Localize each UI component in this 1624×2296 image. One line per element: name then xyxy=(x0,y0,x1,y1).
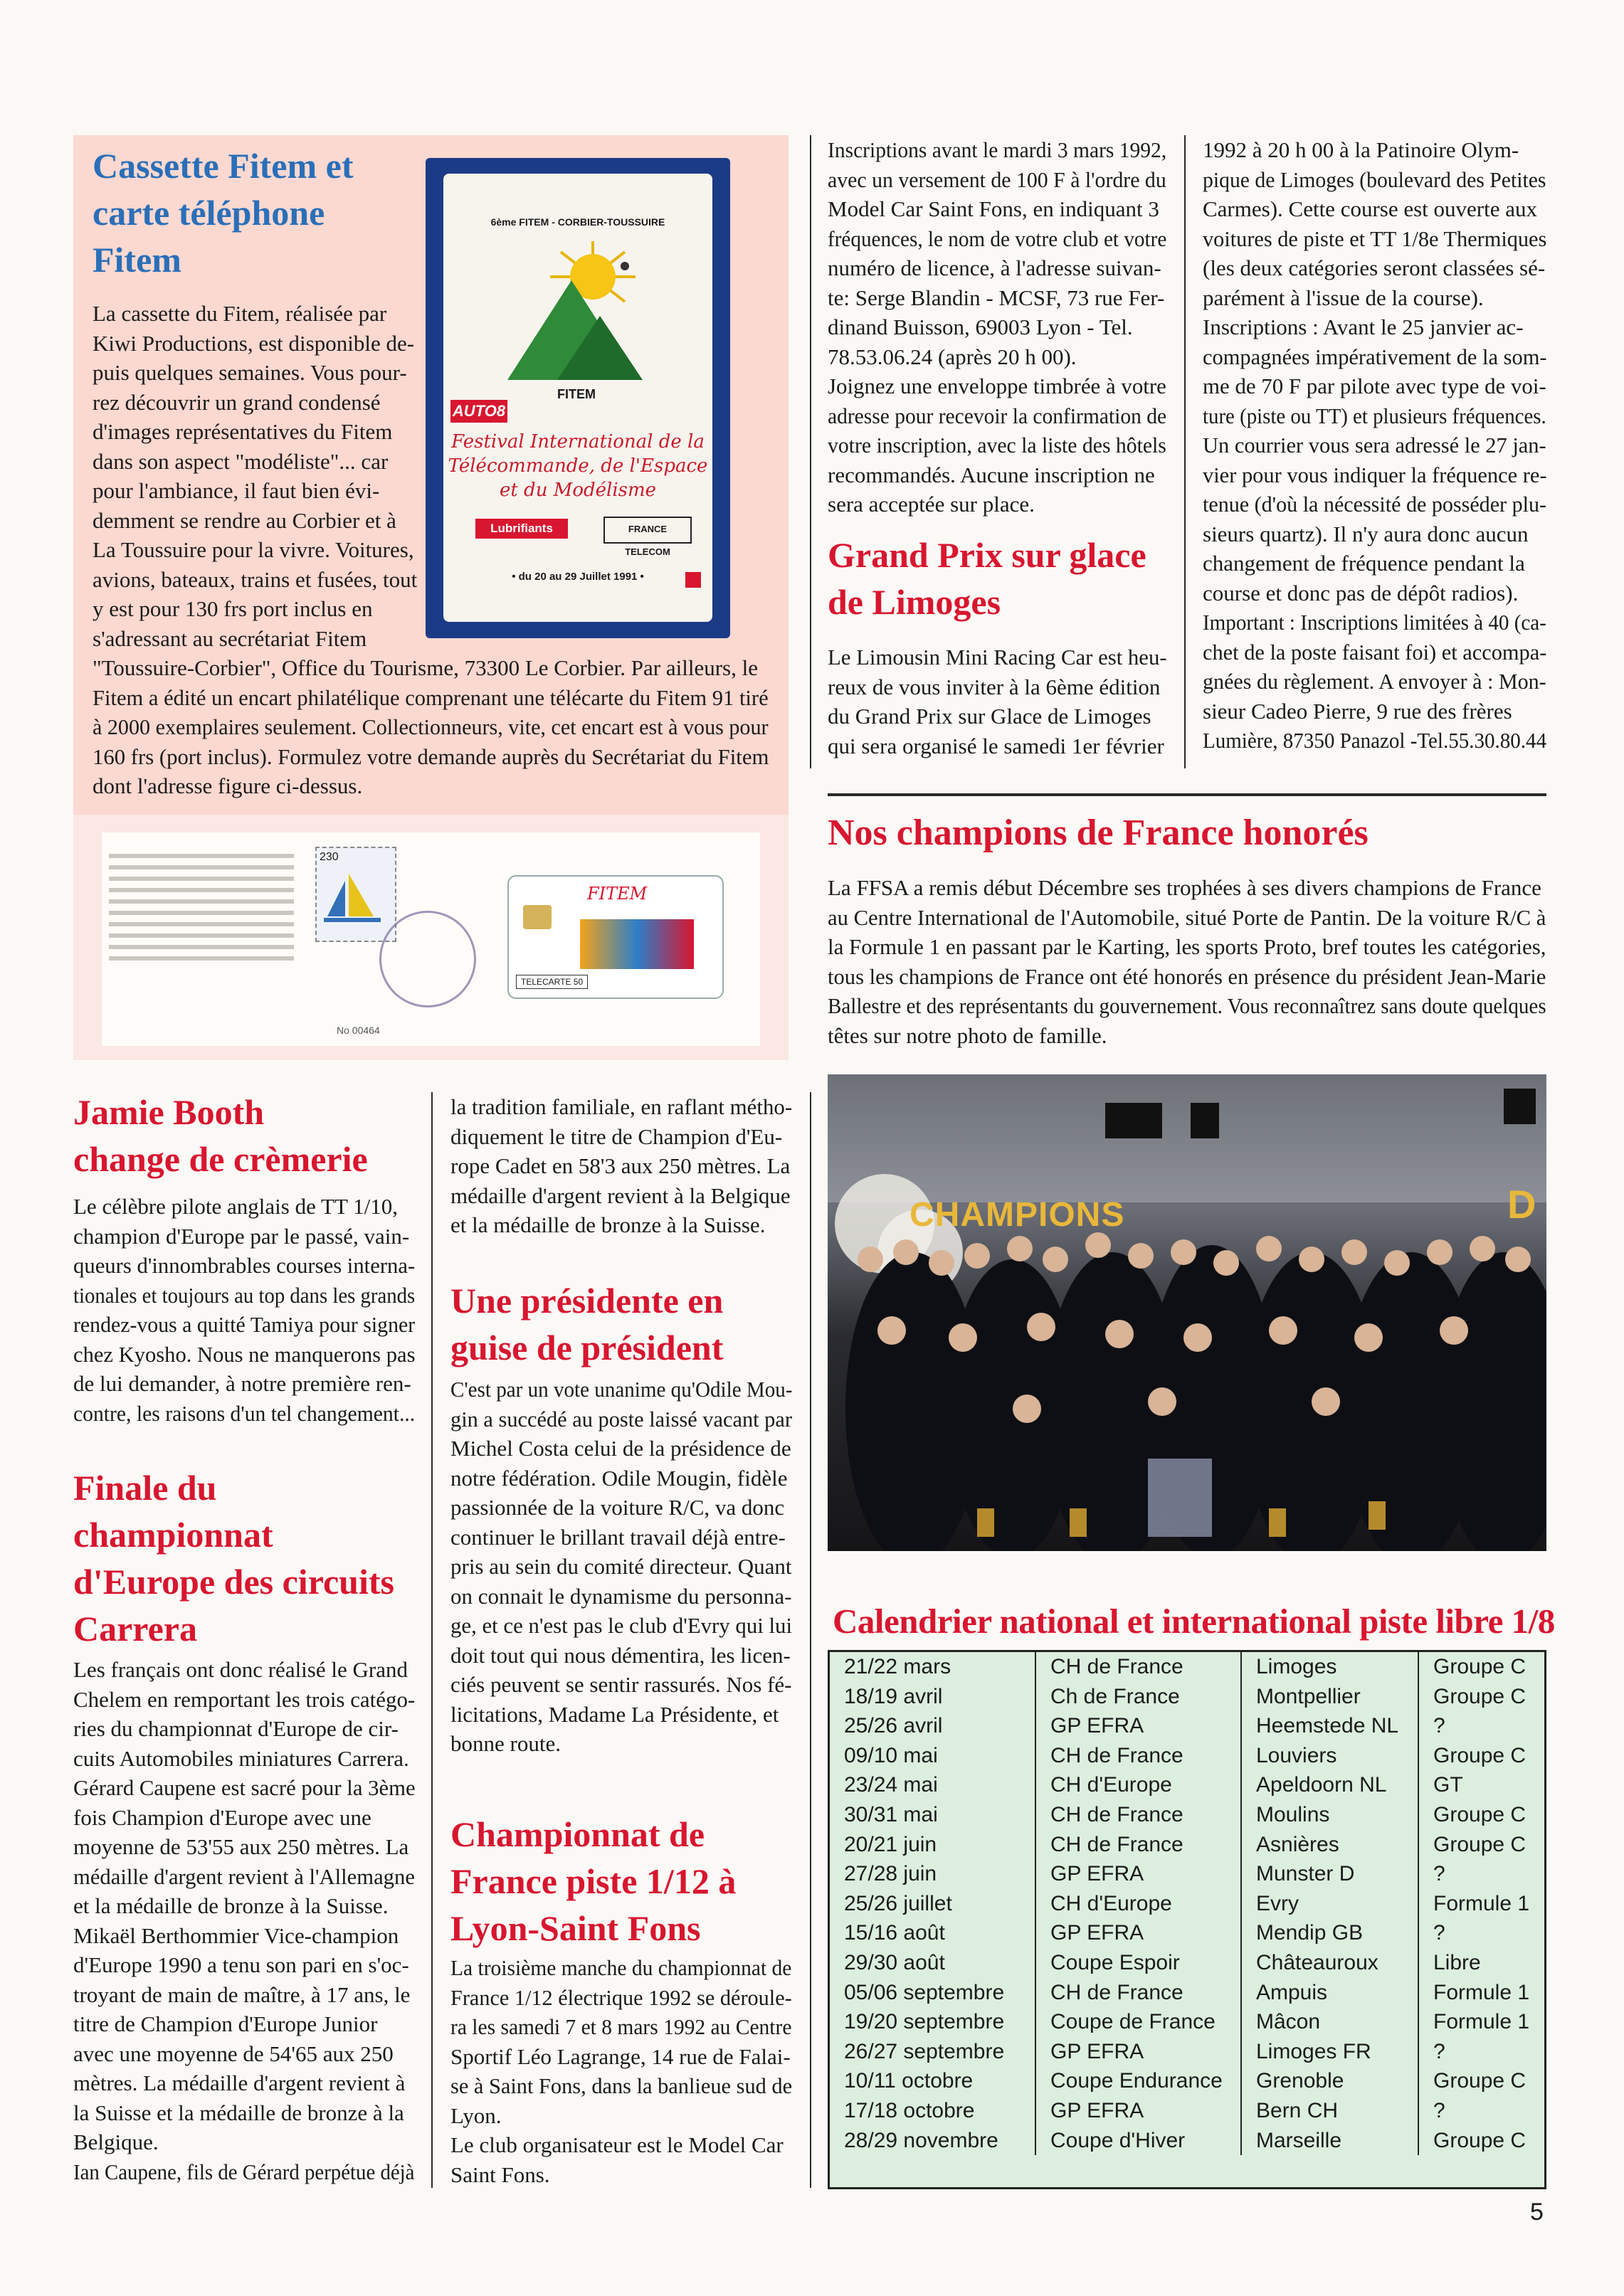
venue-cell: Marseille xyxy=(1241,2126,1418,2156)
text-line: notre fédération. Odile Mougin, fidèle xyxy=(450,1465,788,1491)
text-line: tionales et toujours au top dans les grands xyxy=(73,1282,415,1308)
text-line: Inscriptions : Avant le 25 janvier ac- xyxy=(1203,314,1524,339)
mountain-logo xyxy=(493,238,664,387)
text-line: champion d'Europe par le passé, vain- xyxy=(73,1223,410,1249)
calendar-row xyxy=(830,1652,1544,1682)
venue-cell: Munster D xyxy=(1241,1859,1418,1889)
france-telecom-logo: FRANCE TELECOM xyxy=(603,517,692,544)
calendar-row xyxy=(830,2007,1544,2037)
event-cell: CH de France xyxy=(1035,1652,1241,1682)
text-line: voitures de piste et TT 1/8e Thermiques xyxy=(1203,226,1547,251)
text-line: rope Cadet en 58'3 aux 250 mètres. La xyxy=(450,1153,791,1178)
text-line: queurs d'innombrables courses interna- xyxy=(73,1253,416,1278)
date-cell: 29/30 août xyxy=(844,1950,945,1974)
text-line: La troisième manche du championnat de xyxy=(450,1955,792,1980)
text-line: Belgique. xyxy=(73,2130,159,2154)
text-line: recommandés. Aucune inscription ne xyxy=(828,462,1155,487)
calendar-row xyxy=(830,1830,1544,1860)
text-line: dinand Buisson, 69003 Lyon - Tel. xyxy=(828,314,1133,339)
text-line: au Centre International de l'Automobile, situé Porte de Pantin. De la voiture R/C à xyxy=(828,904,1546,930)
text-line: fréquences, le nom de votre club et votre xyxy=(828,226,1167,251)
event-cell: Coupe d'Hiver xyxy=(1035,2126,1241,2156)
text-line: contre, les raisons d'un tel changement... xyxy=(73,1400,415,1426)
text-line: puis quelques semaines. Vous pour- xyxy=(93,360,407,385)
date-cell: 28/29 novembre xyxy=(844,2128,998,2152)
text-line: diquement le titre de Champion d'Eu- xyxy=(450,1123,783,1149)
text-line: ciés peuvent se sentir rassurés. Nos fé- xyxy=(450,1672,792,1697)
text-line: Un courrier vous sera adressé le 27 jan- xyxy=(1203,433,1546,457)
text-line: compagnées impérativement de la som- xyxy=(1203,344,1547,369)
class-cell: Formule 1 xyxy=(1418,1978,1544,2008)
event-cell: CH de France xyxy=(1035,1800,1241,1830)
event-cell: CH d'Europe xyxy=(1035,1770,1241,1800)
lyon-paragraph xyxy=(450,1953,792,2189)
text-line: pris au sein du comité directeur. Quant xyxy=(450,1554,792,1579)
card-small-text xyxy=(109,847,294,968)
venue-cell: Evry xyxy=(1241,1889,1418,1919)
date-cell: 21/22 mars xyxy=(844,1655,951,1678)
champions-group-photo xyxy=(828,1074,1546,1551)
date-cell: 23/24 mai xyxy=(844,1773,938,1797)
event-cell: GP EFRA xyxy=(1035,2096,1241,2126)
text-line: doit tout qui nous démentira, les licen- xyxy=(450,1642,791,1668)
cassette-dates: • du 20 au 29 Juillet 1991 • xyxy=(512,571,644,583)
text-line: y est pour 130 frs port inclus en xyxy=(93,596,373,621)
text-line: 1992 à 20 h 00 à la Patinoire Olym- xyxy=(1203,137,1519,162)
class-cell: ? xyxy=(1418,1711,1544,1741)
text-line: Chelem en remportant les trois catégo- xyxy=(73,1686,416,1712)
event-cell: CH de France xyxy=(1035,1978,1241,2008)
text-line: vier pour vous indiquer la fréquence re- xyxy=(1203,462,1547,487)
column-rule xyxy=(431,1092,433,2188)
philatelic-card-photo xyxy=(73,815,789,1060)
date-cell: 05/06 septembre xyxy=(844,1980,1005,2004)
text-line: chet de la poste faisant foi) et accompa- xyxy=(1203,639,1547,665)
card-artwork xyxy=(580,919,694,969)
venue-cell: Bern CH xyxy=(1241,2096,1418,2126)
sailboat-icon xyxy=(317,867,388,931)
card-serial: No 00464 xyxy=(337,1025,380,1036)
text-line: la Formule 1 en passant par le Karting, les sports Proto, bref toutes les catégories, xyxy=(828,934,1546,959)
cassette-paragraph xyxy=(93,299,445,653)
text-line: France 1/12 électrique 1992 se déroule- xyxy=(450,1984,792,2010)
text-line: troyant de main de maître, à 17 ans, le xyxy=(73,1982,411,2007)
text-line: têtes sur notre photo de famille. xyxy=(828,1022,1107,1048)
postage-stamp: 230 xyxy=(315,847,396,942)
class-cell: ? xyxy=(1418,2037,1544,2067)
text-line: dans son aspect "modéliste"... car xyxy=(93,448,389,474)
text-line: 160 frs (port inclus). Formulez votre demande auprès du Secrétariat du Fitem xyxy=(93,744,769,769)
calendar-title: Calendrier national et international piste libre 1/8 xyxy=(833,1602,1555,1641)
text-line: pique de Limoges (boulevard des Petites xyxy=(1203,166,1546,192)
text-line: rez découvrir un grand condensé xyxy=(93,389,381,415)
date-cell: 10/11 octobre xyxy=(844,2069,974,2093)
date-cell: 18/19 avril xyxy=(844,1684,943,1708)
calendar-row xyxy=(830,1682,1544,1712)
calendar-row xyxy=(830,1770,1544,1800)
calendar-row xyxy=(830,1859,1544,1889)
text-line: tous les champions de France ont été honorés en présence du président Jean-Marie xyxy=(828,963,1546,989)
event-cell: GP EFRA xyxy=(1035,1859,1241,1889)
calendar-row xyxy=(830,2096,1544,2126)
event-cell: GP EFRA xyxy=(1035,2037,1241,2067)
event-cell: CH d'Europe xyxy=(1035,1889,1241,1919)
calendar-table-box xyxy=(828,1650,1546,2189)
text-line: bonne route. xyxy=(450,1731,561,1756)
date-cell: 30/31 mai xyxy=(844,1802,938,1826)
text-line: Michel Costa celui de la présidence de xyxy=(450,1436,791,1461)
event-cell: CH de France xyxy=(1035,1741,1241,1771)
calendar-row xyxy=(830,1918,1544,1948)
text-line: fois Champion d'Europe avec une xyxy=(73,1804,371,1830)
carrera-continued-paragraph xyxy=(450,1092,792,1240)
text-line: d'Europe 1990 a tenu son pari en s'oc- xyxy=(73,1952,409,1977)
cassette-photo xyxy=(426,158,730,638)
text-line: Ballestre et des représentants du gouvernement. Vous reconnaîtrez sans doute quelques xyxy=(828,993,1546,1018)
text-line: Les français ont donc réalisé le Grand xyxy=(73,1657,408,1682)
finale-title: Finale du championnat d'Europe des circuits Carrera xyxy=(73,1468,394,1649)
text-line: du Grand Prix sur Glace de Limoges xyxy=(828,704,1151,729)
grand-prix-paragraph xyxy=(828,642,1166,761)
event-cell: CH de France xyxy=(1035,1830,1241,1860)
text-line: gnées du règlement. A envoyer à : Mon- xyxy=(1203,669,1546,694)
text-line: Le club organisateur est le Model Car xyxy=(450,2132,784,2157)
champions-paragraph xyxy=(828,873,1546,1050)
text-line: licitations, Madame La Présidente, et xyxy=(450,1701,779,1727)
telecarte: FITEM TELECARTE 50 xyxy=(507,875,724,999)
champions-title: Nos champions de France honorés xyxy=(828,813,1369,853)
text-line: te: Serge Blandin - MCSF, 73 rue Fer- xyxy=(828,285,1165,310)
class-cell: Groupe C xyxy=(1418,1682,1544,1712)
page-number: 5 xyxy=(1530,2199,1544,2226)
column-rule xyxy=(1184,135,1186,768)
auto8-logo: AUTO8 xyxy=(450,400,507,423)
calendar-row xyxy=(830,1711,1544,1741)
venue-cell: Ampuis xyxy=(1241,1978,1418,2008)
date-cell: 15/16 août xyxy=(844,1921,945,1945)
inscriptions-paragraph xyxy=(828,135,1166,519)
class-cell: Groupe C xyxy=(1418,2126,1544,2156)
class-cell: Groupe C xyxy=(1418,1741,1544,1771)
text-line: chez Kyosho. Nous ne manquerons pas xyxy=(73,1341,416,1367)
text-line: avec une moyenne de 54'65 aux 250 xyxy=(73,2041,394,2066)
text-line: moyenne de 53'55 aux 250 mètres. La xyxy=(73,1834,409,1859)
finale-paragraph xyxy=(73,1655,415,2186)
text-line: cuits Automobiles miniatures Carrera. xyxy=(73,1745,409,1771)
text-line: médaille d'argent revient à la Belgique xyxy=(450,1183,791,1208)
class-cell: ? xyxy=(1418,2096,1544,2126)
venue-cell: Moulins xyxy=(1241,1800,1418,1830)
text-line: rendez-vous a quitté Tamiya pour signer xyxy=(73,1312,416,1337)
column-rule xyxy=(810,135,811,768)
text-line: à 2000 exemplaires seulement. Collectionneurs, vite, cet encart est à vous pour xyxy=(93,714,769,739)
date-cell: 09/10 mai xyxy=(844,1743,938,1767)
text-line: sieurs quartz). Il n'y aura donc aucun xyxy=(1203,521,1529,546)
text-line: Carmes). Cette course est ouverte aux xyxy=(1203,196,1537,221)
text-line: La FFSA a remis début Décembre ses trophées à ses divers champions de France xyxy=(828,875,1541,900)
text-line: "Toussuire-Corbier", Office du Tourisme, 73300 Le Corbier. Par ailleurs, le xyxy=(93,655,758,680)
text-line: Ian Caupene, fils de Gérard perpétue déjà xyxy=(73,2159,415,2184)
venue-cell: Grenoble xyxy=(1241,2066,1418,2096)
text-line: Joignez une enveloppe timbrée à votre xyxy=(828,374,1166,398)
text-line: avions, bateaux, trains et fusées, tout xyxy=(93,566,418,592)
venue-cell: Montpellier xyxy=(1241,1682,1418,1712)
date-cell: 19/20 septembre xyxy=(844,2010,1005,2034)
calendar-row xyxy=(830,1978,1544,2008)
venue-cell: Châteauroux xyxy=(1241,1948,1418,1978)
text-line: mètres. La médaille d'argent revient à xyxy=(73,2070,406,2095)
presidente-title: Une présidente en guise de président xyxy=(450,1281,724,1367)
lubrifiants-logo: Lubrifiants xyxy=(475,519,568,539)
text-line: et la médaille de bronze à la Suisse. xyxy=(73,1893,389,1918)
calendar-row xyxy=(830,1948,1544,1978)
text-line: ge, et ce n'est pas le club d'Evry qui lui xyxy=(450,1613,793,1638)
venue-cell: Mendip GB xyxy=(1241,1918,1418,1948)
text-line: numéro de licence, à l'adresse suivan- xyxy=(828,255,1161,280)
text-line: Mikaël Berthommier Vice-champion xyxy=(73,1922,399,1948)
class-cell: ? xyxy=(1418,1918,1544,1948)
text-line: sieur Cadeo Pierre, 9 rue des frères xyxy=(1203,698,1512,724)
text-line: me de 70 F par pilote avec type de voi- xyxy=(1203,374,1546,398)
calendar-table xyxy=(830,1652,1544,2155)
class-cell: Groupe C xyxy=(1418,2066,1544,2096)
date-cell: 27/28 juin xyxy=(844,1862,937,1886)
text-line: la Suisse et la médaille de bronze à la xyxy=(73,2100,404,2125)
text-line: C'est par un vote unanime qu'Odile Mou- xyxy=(450,1377,793,1402)
cassette-top-text: 6ème FITEM - CORBIER-TOUSSUIRE xyxy=(490,216,665,228)
text-line: ture (piste ou TT) et plusieurs fréquences. xyxy=(1203,403,1546,428)
text-line: reux de vous inviter à la 6ème édition xyxy=(828,674,1161,699)
class-cell: Formule 1 xyxy=(1418,2007,1544,2037)
venue-cell: Limoges xyxy=(1241,1652,1418,1682)
venue-cell: Heemstede NL xyxy=(1241,1711,1418,1741)
text-line: adresse pour recevoir la confirmation de xyxy=(828,403,1166,428)
text-line: Model Car Saint Fons, en indiquant 3 xyxy=(828,196,1159,221)
calendar-row xyxy=(830,1889,1544,1919)
calendar-row xyxy=(830,2037,1544,2067)
postmark-stamp xyxy=(379,911,476,1007)
text-line: avec un versement de 100 F à l'ordre du xyxy=(828,166,1166,192)
calendar-row xyxy=(830,1741,1544,1771)
venue-cell: Louviers xyxy=(1241,1741,1418,1771)
venue-cell: Asnières xyxy=(1241,1830,1418,1860)
text-line: s'adressant au secrétariat Fitem xyxy=(93,625,367,651)
text-line: demment se rendre au Corbier et à xyxy=(93,507,396,533)
chip-icon xyxy=(523,905,552,929)
festival-script: Festival International de la Télécommande, de l'Espace et du Modélisme xyxy=(448,431,708,501)
text-line: Lumière, 87350 Panazol -Tel.55.30.80.44 xyxy=(1203,728,1546,753)
class-cell: ? xyxy=(1418,1859,1544,1889)
event-cell: GP EFRA xyxy=(1035,1918,1241,1948)
lyon-title: Championnat de France piste 1/12 à Lyon-Saint Fons xyxy=(450,1814,737,1948)
calendar-row xyxy=(830,1800,1544,1830)
date-cell: 26/27 septembre xyxy=(844,2039,1005,2063)
photo-scene xyxy=(828,1074,1546,1551)
section-divider xyxy=(828,793,1546,796)
text-line: Le Limousin Mini Racing Car est heu- xyxy=(828,645,1167,670)
text-line: dont l'adresse figure ci-dessus. xyxy=(93,773,363,798)
grand-prix-title: Grand Prix sur glace de Limoges xyxy=(828,535,1146,622)
text-line: Inscriptions avant le mardi 3 mars 1992, xyxy=(828,137,1166,162)
text-line: Important : Inscriptions limitées à 40 (ca- xyxy=(1203,610,1546,635)
venue-cell: Apeldoorn NL xyxy=(1241,1770,1418,1800)
presidente-paragraph xyxy=(450,1375,792,1759)
text-line: Fitem a édité un encart philatélique comprenant une télécarte du Fitem 91 tiré xyxy=(93,684,769,710)
photo-banner-d: D xyxy=(1507,1182,1536,1227)
text-line: ries du championnat d'Europe de cir- xyxy=(73,1716,399,1741)
text-line: on connait le dynamisme du personna- xyxy=(450,1583,792,1609)
cassette-paragraph-wide xyxy=(93,653,769,801)
text-line: Kiwi Productions, est disponible de- xyxy=(93,330,415,356)
calendar-row xyxy=(830,2066,1544,2096)
text-line: passionnée de la voiture R/C, va donc xyxy=(450,1495,785,1520)
text-line: ra les samedi 7 et 8 mars 1992 au Centre xyxy=(450,2014,792,2039)
text-line: d'images représentatives du Fitem xyxy=(93,419,393,444)
text-line: (les deux catégories seront classées sé- xyxy=(1203,255,1546,280)
photo-banner: CHAMPIONS xyxy=(909,1196,1125,1234)
jamie-paragraph xyxy=(73,1192,415,1428)
grand-prix-paragraph-cont xyxy=(1203,135,1546,756)
text-line: La cassette du Fitem, réalisée par xyxy=(93,301,387,326)
text-line: qui sera organisé le samedi 1er février xyxy=(828,733,1164,758)
text-line: Gérard Caupene est sacré pour la 3ème xyxy=(73,1775,416,1800)
class-cell: GT xyxy=(1418,1770,1544,1800)
event-cell: GP EFRA xyxy=(1035,1711,1241,1741)
venue-cell: Limoges FR xyxy=(1241,2037,1418,2067)
text-line: Saint Fons. xyxy=(450,2162,550,2187)
cassette-brand: FITEM xyxy=(557,387,596,401)
column-rule xyxy=(810,1092,811,2188)
text-line: se à Saint Fons, dans la banlieue sud de xyxy=(450,2073,793,2098)
event-cell: Coupe de France xyxy=(1035,2007,1241,2037)
class-cell: Formule 1 xyxy=(1418,1889,1544,1919)
text-line: changement de fréquence pendant la xyxy=(1203,551,1525,576)
class-cell: Groupe C xyxy=(1418,1652,1544,1682)
text-line: Sportif Léo Lagrange, 14 rue de Falai- xyxy=(450,2043,791,2069)
text-line: sera acceptée sur place. xyxy=(828,492,1035,517)
text-line: de lui demander, à notre première ren- xyxy=(73,1371,411,1396)
text-line: et la médaille de bronze à la Suisse. xyxy=(450,1212,766,1237)
event-cell: Coupe Endurance xyxy=(1035,2066,1241,2096)
class-cell: Libre xyxy=(1418,1948,1544,1978)
text-line: tenue (d'où la nécessité de posséder plu- xyxy=(1203,492,1547,517)
date-cell: 25/26 juillet xyxy=(844,1891,952,1915)
class-cell: Groupe C xyxy=(1418,1800,1544,1830)
event-cell: Coupe Espoir xyxy=(1035,1948,1241,1978)
text-line: pour l'ambiance, il faut bien évi- xyxy=(93,478,380,503)
text-line: la tradition familiale, en raflant métho- xyxy=(450,1094,793,1119)
cassette-title: Cassette Fitem et carte téléphone Fitem xyxy=(93,146,354,280)
text-line: continuer le brillant travail déjà entre- xyxy=(450,1524,786,1550)
text-line: parément à l'issue de la course). xyxy=(1203,285,1484,310)
class-cell: Groupe C xyxy=(1418,1830,1544,1860)
event-cell: Ch de France xyxy=(1035,1682,1241,1712)
text-line: Lyon. xyxy=(450,2102,502,2128)
date-cell: 20/21 juin xyxy=(844,1832,937,1856)
text-line: gin a succédé au poste laissé vacant par xyxy=(450,1406,792,1432)
text-line: votre inscription, avec la liste des hôtels xyxy=(828,433,1166,457)
venue-cell: Mâcon xyxy=(1241,2007,1418,2037)
savoie-flag-icon xyxy=(685,572,701,588)
text-line: course et donc pas de dépôt radios). xyxy=(1203,580,1519,605)
text-line: Le célèbre pilote anglais de TT 1/10, xyxy=(73,1194,398,1219)
calendar-row xyxy=(830,2126,1544,2156)
date-cell: 17/18 octobre xyxy=(844,2098,975,2122)
text-line: titre de Champion d'Europe Junior xyxy=(73,2011,378,2036)
text-line: médaille d'argent revient à l'Allemagne xyxy=(73,1863,415,1889)
text-line: 78.53.06.24 (après 20 h 00). xyxy=(828,344,1077,369)
jamie-title: Jamie Booth change de crèmerie xyxy=(73,1092,368,1179)
date-cell: 25/26 avril xyxy=(844,1714,943,1738)
text-line: La Toussuire pour la vivre. Voitures, xyxy=(93,537,414,562)
